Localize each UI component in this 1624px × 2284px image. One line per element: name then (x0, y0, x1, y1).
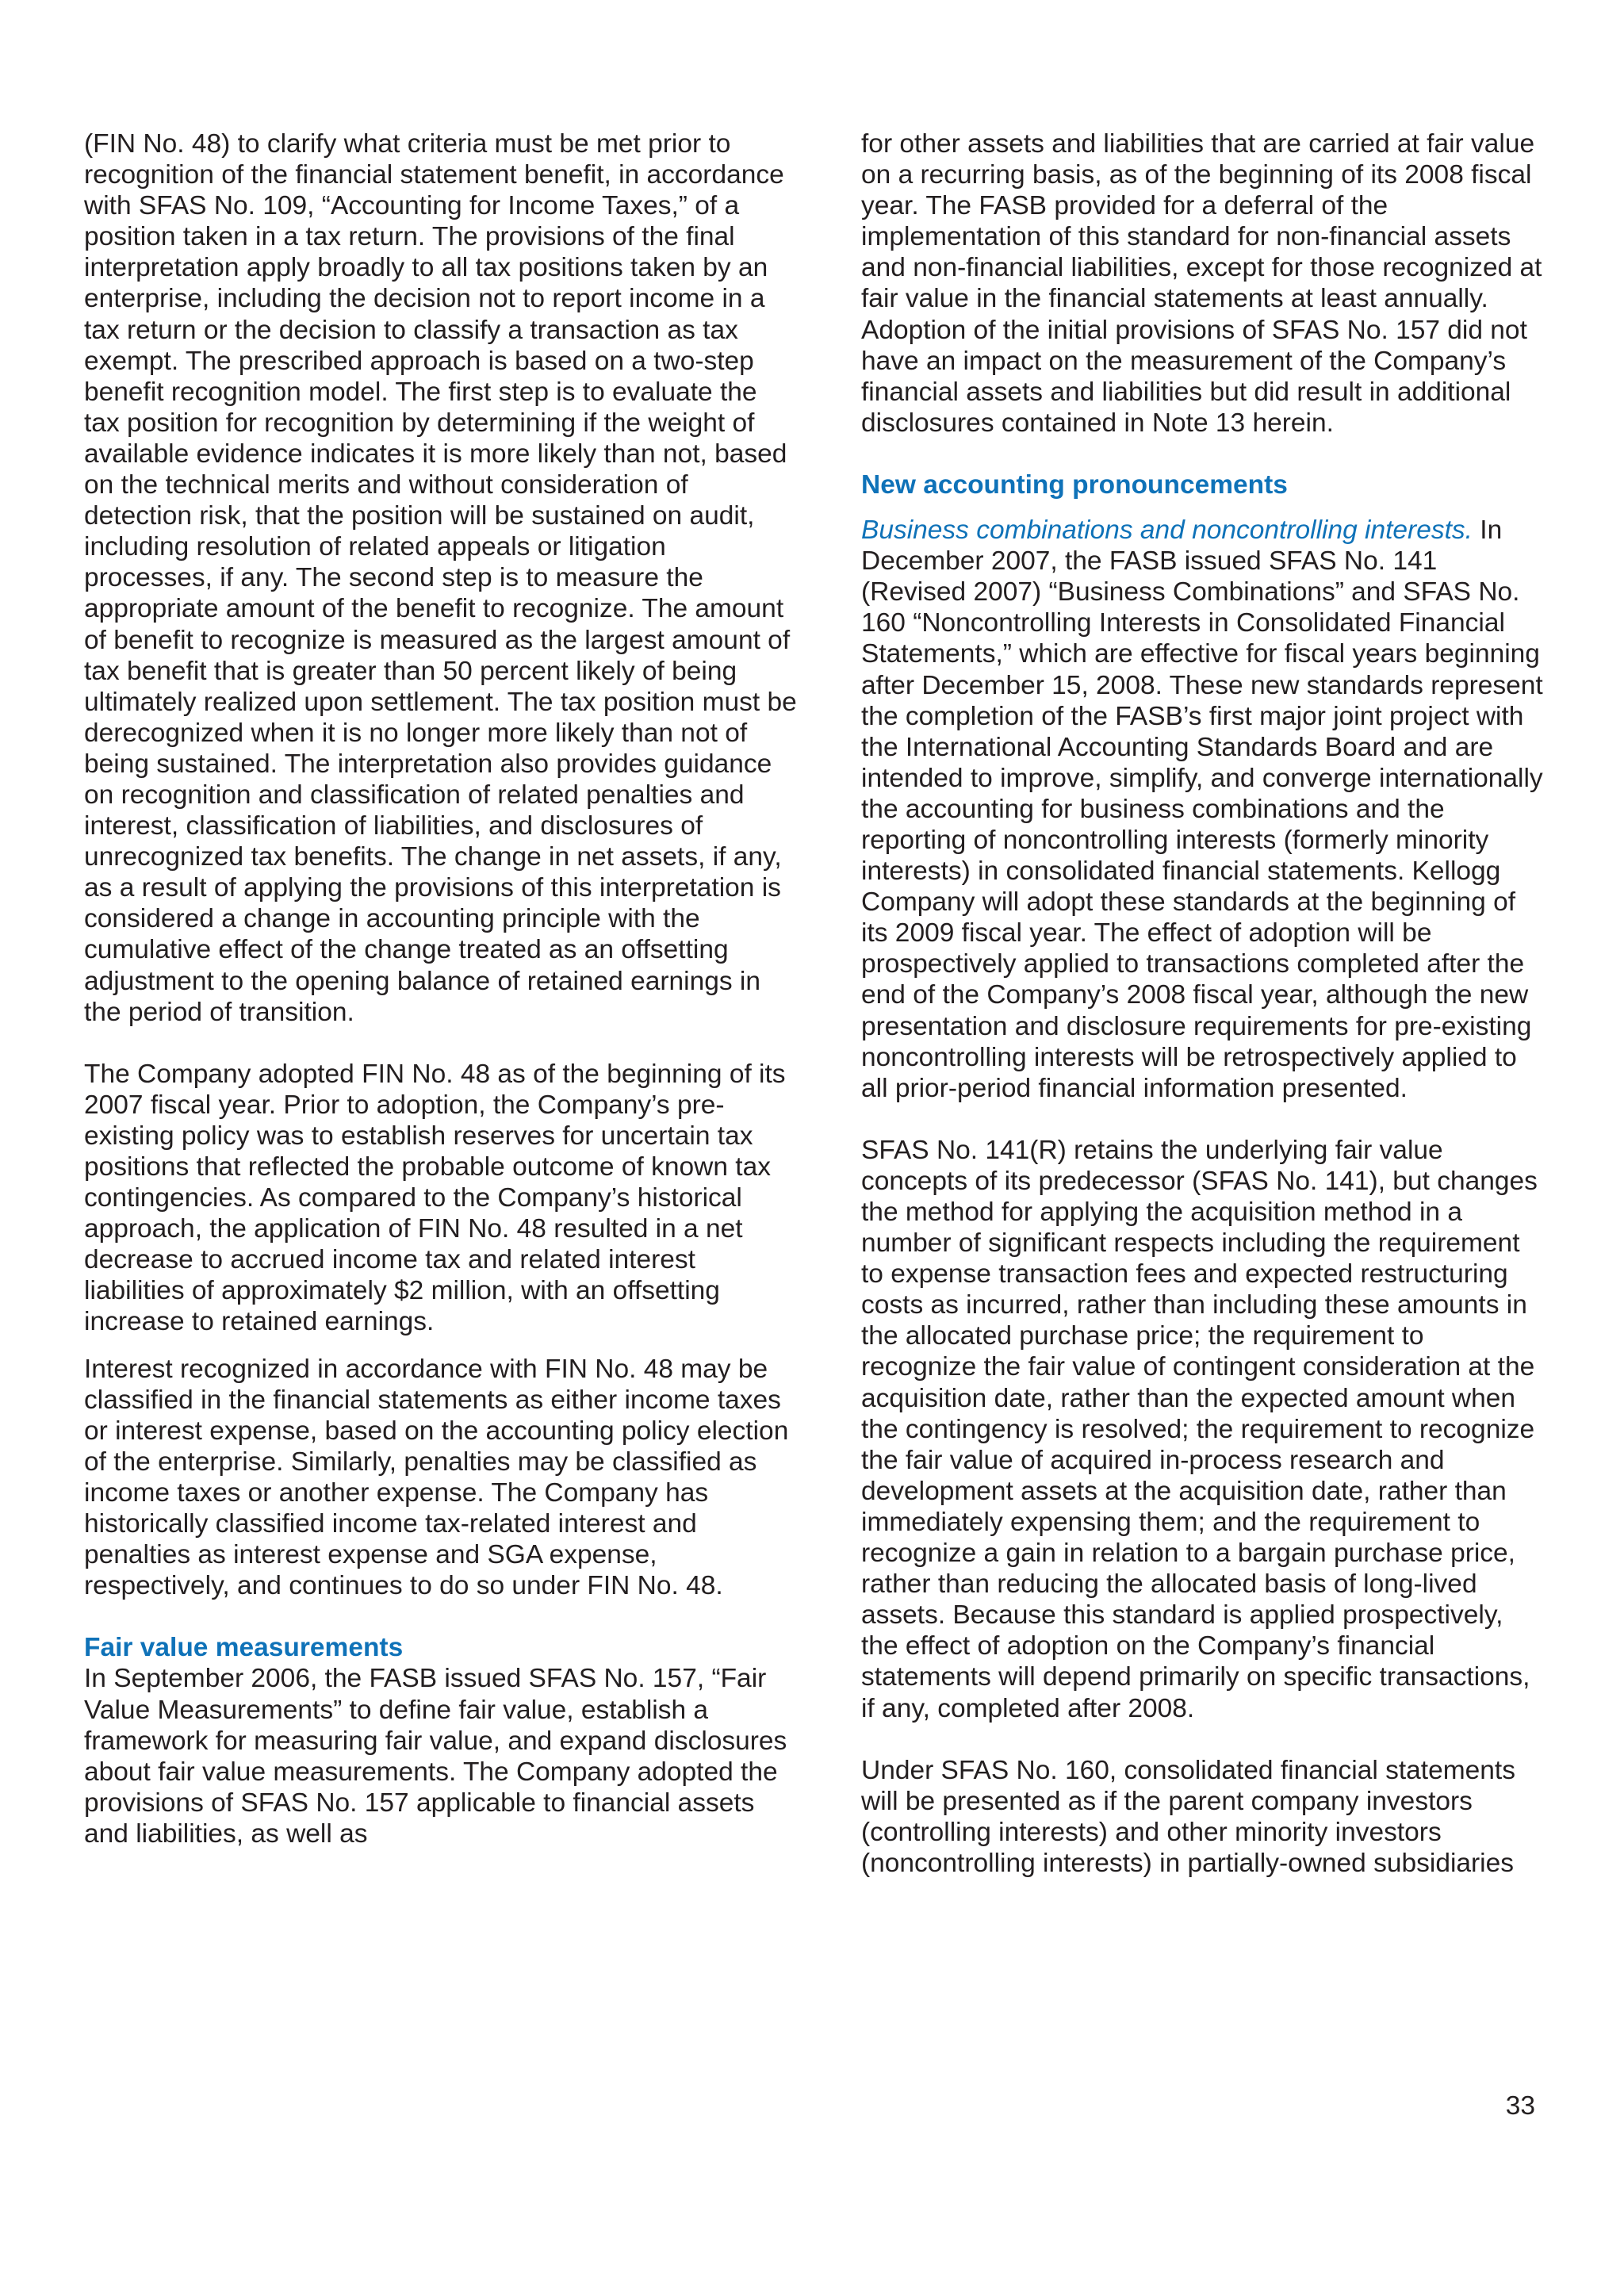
paragraph-fin48-interpretation: (FIN No. 48) to clarify what criteria must be met prior to recognition of the financial statement benefit, in accordance with SFAS No. 109, “Accounting for Income Taxes,” of a position taken in a tax return. The provisions of the final interpretation apply broadly to all tax positions taken by an enterprise, including the decision not to report income in a tax return or the decision to classify a transaction as tax exempt. The prescribed approach is based on a two-step benefit recognition model. The first step is to evaluate the tax position for recognition by determining if the weight of available evidence indicates it is more likely than not, based on the technical merits and without consideration of detection risk, that the position will be sustained on audit, including resolution of related appeals or litigation processes, if any. The second step is to measure the appropriate amount of the benefit to recognize. The amount of benefit to recognize is measured as the largest amount of tax benefit that is greater than 50 percent likely of being ultimately realized upon settlement. The tax position must be derecognized when it is no longer more likely than not of being sustained. The interpretation also provides guidance on recognition and classification of related penalties and interest, classification of liabilities, and disclosures of unrecognized tax benefits. The change in net assets, if any, as a result of applying the provisions of this interpretation is considered a change in accounting principle with the cumulative effect of the change treated as an offsetting adjustment to the opening balance of retained earnings in the period of transition. (84, 129, 797, 1027)
paragraph-sfas141r: SFAS No. 141(R) retains the underlying fair value concepts of its predecessor (SFAS No. 141), but changes the method for applying the acquisition method in a number of significant respects including the requirement to expense transaction fees and expected restructuring costs as incurred, rather than including these amounts in the allocated purchase price; the requirement to recognize the fair value of contingent consideration at the acquisition date, rather than the expected amount when the contingency is resolved; the requirement to recognize the fair value of acquired in-process research and development assets at the acquisition date, rather than immediately expensing them; and the requirement to recognize a gain in relation to a bargain purchase price, rather than reducing the allocated basis of long-lived assets. Because this standard is applied prospectively, the effect of adoption on the Company’s financial statements will depend primarily on specific transactions, if any, completed after 2008. (861, 1135, 1538, 1723)
paragraph-interest-penalties: Interest recognized in accordance with FIN No. 48 may be classified in the financial statements as either income taxes or interest expense, based on the accounting policy election of the enterprise. Similarly, penalties may be classified as income taxes or another expense. The Company has historically classified income tax-related interest and penalties as interest expense and SGA expense, respectively, and continues to do so under FIN No. 48. (84, 1354, 789, 1601)
page-number: 33 (1505, 2091, 1535, 2121)
lead-business-combinations: Business combinations and noncontrolling interests. (861, 515, 1473, 546)
paragraph-business-combinations-body: In December 2007, the FASB issued SFAS No. 141 (Revised 2007) “Business Combinations” and SFAS No. 160 “Noncontrolling Interests in Consolidated Financial Statements,” which are effective for fiscal years beginning after December 15, 2008. These new standards represent the completion of the FASB’s first major joint project with the International Accounting Standards Board and are intended to improve, simplify, and converge internationally the accounting for business combinations and the reporting of noncontrolling interests (formerly minority interests) in consolidated financial statements. Kellogg Company will adopt these standards at the beginning of its 2009 fiscal year. The effect of adoption will be prospectively applied to transactions completed after the end of the Company’s 2008 fiscal year, although the new presentation and disclosure requirements for pre-existing noncontrolling interests will be retrospectively applied to all prior-period financial information presented. (861, 515, 1543, 1103)
heading-new-accounting-pronouncements: New accounting pronouncements (861, 469, 1288, 500)
paragraph-sfas157-continued: for other assets and liabilities that are carried at fair value on a recurring basis, as of the beginning of its 2008 fiscal year. The FASB provided for a deferral of the implementation of this standard for non-financial assets and non-financial liabilities, except for those recognized at fair value in the financial statements at least annually. Adoption of the initial provisions of SFAS No. 157 did not have an impact on the measurement of the Company’s financial assets and liabilities but did result in additional disclosures contained in Note 13 herein. (861, 129, 1542, 438)
paragraph-fin48-adoption: The Company adopted FIN No. 48 as of the beginning of its 2007 fiscal year. Prior to adoption, the Company’s pre-existing policy was to establish reserves for uncertain tax positions that reflected the probable outcome of known tax contingencies. As compared to the Company’s historical approach, the application of FIN No. 48 resulted in a net decrease to accrued income tax and related interest liabilities of approximately $2 million, with an offsetting increase to retained earnings. (84, 1059, 786, 1337)
right-column (861, 128, 1543, 1879)
paragraph-business-combinations (861, 515, 1543, 1104)
heading-fair-value-measurements: Fair value measurements (84, 1633, 404, 1663)
left-column (84, 128, 798, 1849)
paragraph-sfas160: Under SFAS No. 160, consolidated financial statements will be presented as if the parent company investors (controlling interests) and other minority investors (noncontrolling interests) in partially-owned subsidiaries (861, 1755, 1515, 1878)
paragraph-sfas157: In September 2006, the FASB issued SFAS No. 157, “Fair Value Measurements” to define fair value, establish a framework for measuring fair value, and expand disclosures about fair value measurements. The Company adopted the provisions of SFAS No. 157 applicable to financial assets and liabilities, as well as (84, 1664, 787, 1849)
